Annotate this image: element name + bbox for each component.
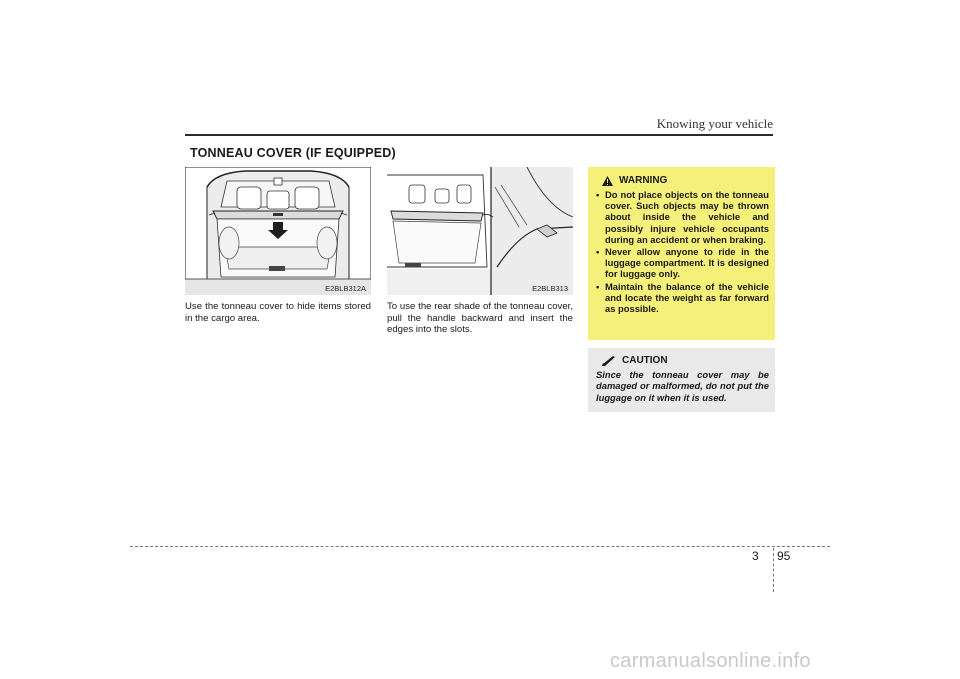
- cargo-area-illustration: [185, 167, 371, 295]
- caution-heading: [602, 355, 769, 366]
- figure-caption: To use the rear shade of the tonneau cover, pull the handle backward and insert the edges into the slots.: [387, 301, 573, 335]
- page-number: 95: [777, 549, 791, 563]
- warning-item-text: Never allow anyone to ride in the luggage compartment. It is designed for luggage only.: [605, 246, 769, 280]
- figure-caption: Use the tonneau cover to hide items stored in the cargo area.: [185, 301, 371, 324]
- caution-pencil-icon: [602, 356, 616, 366]
- caution-box: [588, 348, 775, 412]
- warning-item-text: Do not place objects on the tonneau cover. Such objects may be thrown about inside the vehicle and possibly injure vehicle occupants during an accident or when braking.: [605, 189, 769, 245]
- caution-text: Since the tonneau cover may be damaged or malformed, do not put the luggage on it when it is used.: [596, 369, 769, 403]
- header-rule: [185, 134, 773, 136]
- tonneau-slot-illustration: [387, 167, 573, 295]
- warning-box: [588, 167, 775, 340]
- warning-triangle-icon: [602, 176, 613, 186]
- warning-heading: [602, 175, 769, 186]
- watermark: carmanualsonline.info: [610, 650, 811, 672]
- warning-list: [596, 189, 769, 314]
- page-divider: [773, 548, 774, 592]
- warning-item: [596, 281, 769, 315]
- bullet-icon: •: [596, 189, 600, 200]
- bullet-icon: •: [596, 280, 600, 292]
- warning-title: WARNING: [619, 175, 668, 186]
- page-chapter: 3: [752, 549, 759, 563]
- warning-item: [596, 246, 769, 280]
- bullet-icon: •: [596, 246, 600, 258]
- tonneau-slot-figure: [387, 167, 573, 295]
- figure-code: E2BLB312A: [325, 284, 366, 293]
- header-section-label: Knowing your vehicle: [656, 116, 773, 131]
- section-title: TONNEAU COVER (IF EQUIPPED): [190, 146, 396, 160]
- cargo-area-figure: [185, 167, 371, 295]
- warning-item-text: Maintain the balance of the vehicle and locate the weight as far forward as possible.: [605, 280, 769, 315]
- figure-code: E2BLB313: [532, 284, 568, 293]
- caution-title: CAUTION: [622, 355, 668, 366]
- footer-rule: [130, 546, 830, 547]
- warning-item: [596, 189, 769, 245]
